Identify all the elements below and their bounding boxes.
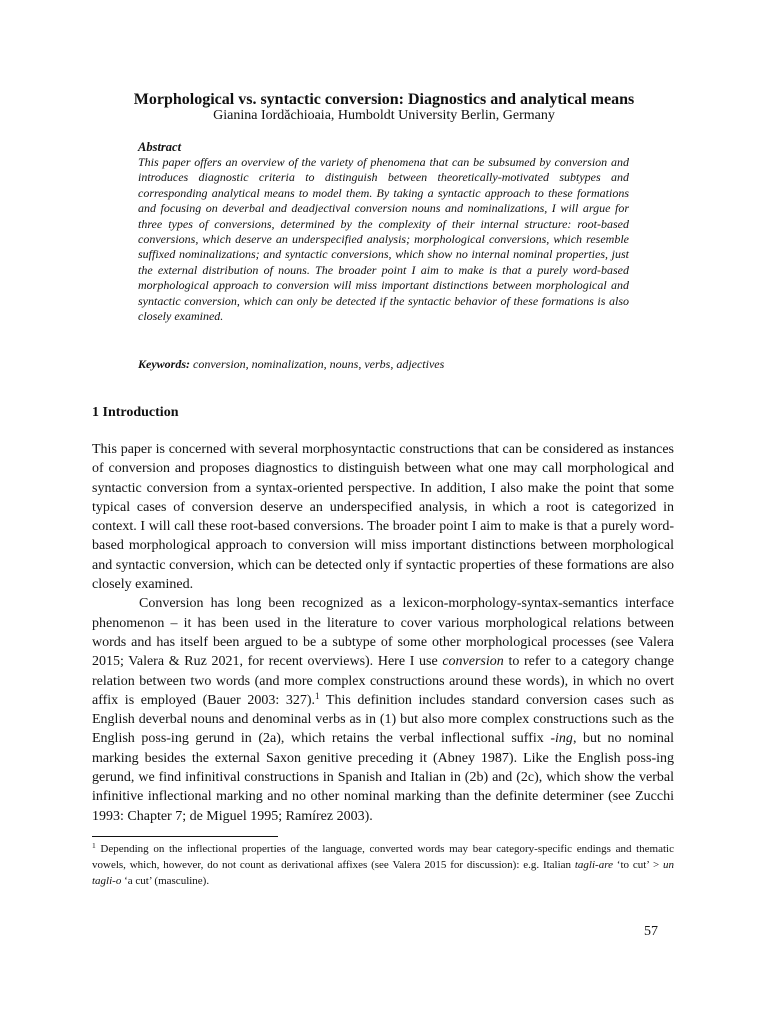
author-affiliation: Gianina Iordăchioaia, Humboldt University Berlin, Germany <box>213 108 555 123</box>
paragraph-2-part-b: to refer to a category change relation between two words (and more complex constructions around these words), in which no overt affix is employed (Bauer 2003: 327). <box>92 654 674 708</box>
paragraph-2-part-d: , but no nominal marking besides the external Saxon genitive preceding it (Abney 1987). Like the English poss-ing gerund, we find infinitival constructions in Spanish and Italian in (2b) and (2c), which show the verbal infinitive inflectional marking and no other nominal marking than the definite determiner (see Zucchi 1993: Chapter 7; de Miguel 1995; Ramírez 2003). <box>92 731 674 824</box>
keywords-label: Keywords: <box>138 357 190 371</box>
footnote-gloss-1: ‘to cut’ > <box>612 859 663 871</box>
body-text <box>92 440 674 826</box>
section-heading: 1 Introduction <box>92 405 179 420</box>
keywords-line <box>138 357 629 372</box>
paragraph-2-part-c: This definition includes standard conversion cases such as English deverbal nouns and denominal verbs as in (1) but also more complex constructions such as the English poss-ing gerund in (2a), which retains the verbal inflectional suffix <box>92 692 674 747</box>
keywords-list: conversion, nominalization, nouns, verbs, adjectives <box>193 357 445 371</box>
footnote-text-a: Depending on the inflectional properties of the language, converted words may bear category-specific endings and thematic vowels, which, however, do not count as derivational affixes (see Valera 2015 for discussion): e.g. Italian <box>92 843 674 871</box>
footnote-mark: 1 <box>92 841 96 850</box>
paragraph-1: This paper is concerned with several morphosyntactic constructions that can be considered as instances of conversion and proposes diagnostics to distinguish between what one may call morphological and syntactic conversion from a syntax-oriented perspective. In addition, I also make the point that some typical cases of conversion deserve an underspecified analysis, in which a root is categorized in context. I will call these root-based conversions. The broader point I aim to make is that a purely word-based morphological approach to conversion will miss important distinctions between morphological and syntactic conversion, which can be detected only if syntactic properties of these formations are also closely examined. <box>92 442 674 593</box>
abstract-text: This paper offers an overview of the variety of phenomena that can be subsumed by conversion and introduces diagnostic criteria to distinguish between theoretically-motivated subtypes and corresponding analytical means to model them. By taking a syntactic approach to these formations and focusing on deverbal and deadjectival conversion nouns and nominalizations, I will argue for three types of conversions, determined by the complexity of their internal structure: root-based conversions, which deserve an underspecified analysis; morphological conversions, which resemble suffixed nominalizations; and syntactic conversions, which show no internal nominal properties, just the external distribution of nouns. The broader point I aim to make is that a purely word-based morphological approach to conversion will miss important distinctions between morphological and syntactic conversion, which can only be detected if the syntactic behavior of these formations is also closely examined. <box>138 155 629 324</box>
abstract-block <box>138 140 629 324</box>
footnote-example-1: tagli-are <box>574 859 613 871</box>
abstract-heading: Abstract <box>138 140 182 154</box>
footnote-1 <box>92 841 674 889</box>
paragraph-2-part-a: Conversion has long been recognized as a lexicon-morphology-syntax-semantics interface phenomenon – it has been used in the literature to cover various morphological relations between words and has itself been argued to be a subtype of some other morphological processes (see Valera 2015; Valera & Ruz 2021, for recent overviews). Here I use <box>92 596 674 670</box>
footnote-divider <box>92 836 278 837</box>
paragraph-2 <box>92 594 674 826</box>
page-number: 57 <box>644 924 658 939</box>
term-conversion: conversion <box>442 654 504 670</box>
footnote-example-2: un tagli-o <box>92 859 674 887</box>
paper-title: Morphological vs. syntactic conversion: Diagnostics and analytical means <box>133 91 635 108</box>
footnote-reference[interactable]: 1 <box>315 690 320 701</box>
suffix-ing: -ing <box>550 731 573 747</box>
footnote-gloss-2: ‘a cut’ (masculine). <box>121 875 210 887</box>
